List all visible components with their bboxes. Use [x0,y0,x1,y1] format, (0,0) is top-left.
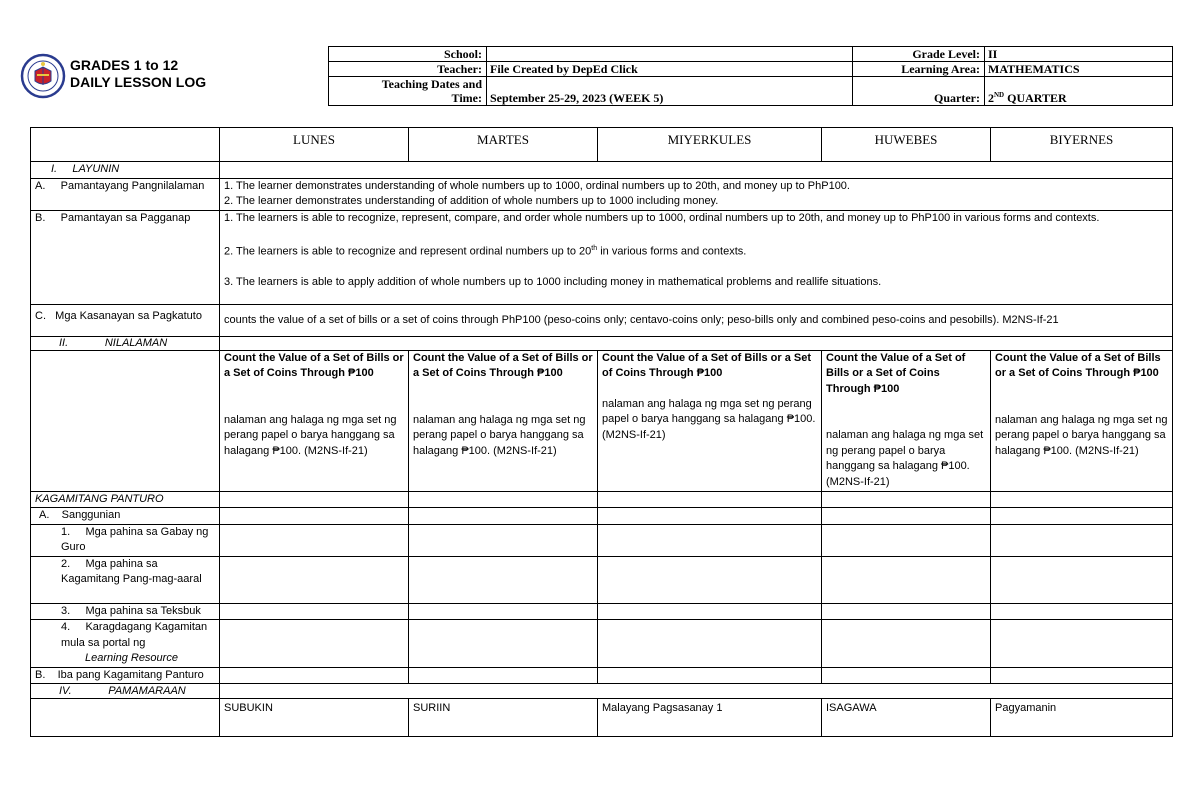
lesson-content-row [31,350,1173,491]
pamantayan-sa-pagganap-label: B. Pamantayan sa Pagganap [31,210,220,304]
blank-cell [409,491,598,508]
learning-area-label: Learning Area: [853,62,985,77]
lesson-title: Count the Value of a Set of Bills or a Set of Coins Through ₱100 [995,351,1161,379]
blank-cell [409,603,598,620]
blank-cell [220,508,409,525]
blank-cell [220,667,409,684]
blank-header-cell [31,128,220,162]
ref-portal-text: 4. Karagdagang Kagamitan mula sa portal ng [61,621,211,649]
lesson-description: nalaman ang halaga ng mga set ng perang papel o barya hanggang sa halagang ₱100. (M2NS-If-21) [995,413,1168,457]
performance-standard-3: 3. The learners is able to apply addition of whole numbers up to 1000 including money in mathematical problems and reallife situations. [224,276,882,289]
blank-cell [598,603,822,620]
teaching-dates-label-line1: Teaching Dates and [381,77,482,91]
kagamitan-heading: KAGAMITANG PANTURO [31,491,220,508]
blank-cell [822,508,991,525]
quarter-text: QUARTER [1004,91,1067,105]
performance-standard-2-sup: th [591,245,598,252]
kasanayan-row [31,304,1173,336]
sanggunian-row [31,508,1173,525]
blank-cell [822,620,991,668]
blank-cell [991,603,1173,620]
pamamaraan-row [31,684,1173,699]
lesson-description: nalaman ang halaga ng mga set ng perang papel o barya hanggang sa halagang ₱100. (M2NS-If-21) [826,429,984,488]
teacher-label: Teacher: [329,62,487,77]
blank-cell [598,524,822,556]
pamantayang-pangnilalaman-content [220,178,1173,210]
performance-standard-2-text: 2. The learners is able to recognize and represent ordinal numbers up to 20 [224,245,592,258]
lesson-title: Count the Value of a Set of Bills or a Set of Coins Through ₱100 [826,351,966,395]
school-label: School: [329,47,487,62]
sanggunian-label: A. Sanggunian [31,508,220,525]
ref-teksbuk-label: 3. Mga pahina sa Teksbuk [31,603,220,620]
blank-cell [991,508,1173,525]
day-lunes: LUNES [220,128,409,162]
pamamaraan-heading: IV. PAMAMARAAN [31,684,220,699]
title-line-2: DAILY LESSON LOG [70,74,207,90]
blank-cell [822,556,991,603]
pamantayan-sa-pagganap-content [220,210,1173,304]
kagamitan-row [31,491,1173,508]
grade-level-label: Grade Level: [853,47,985,62]
lesson-cell-huwebes [822,350,991,491]
blank-cell [220,620,409,668]
iba-pang-label: B. Iba pang Kagamitang Panturo [31,667,220,684]
layunin-heading: I. LAYUNIN [31,162,220,179]
title-line-1: GRADES 1 to 12 [70,57,179,73]
procedure-lunes: SUBUKIN [220,699,409,737]
lesson-description: nalaman ang halaga ng mga set ng perang papel o barya hanggang sa halagang ₱100. (M2NS-If-21) [224,413,397,457]
blank-cell [991,667,1173,684]
procedure-miyerkules: Malayang Pagsasanay 1 [598,699,822,737]
pamantayang-pangnilalaman-row [31,178,1173,210]
ref-portal-row [31,620,1173,668]
blank-cell [598,491,822,508]
blank-cell [822,667,991,684]
ref-gabay-row [31,524,1173,556]
lesson-title: Count the Value of a Set of Bills or a Set of Coins Through ₱100 [602,351,812,379]
header-info-table [328,46,1173,106]
quarter-number: 2 [988,91,994,105]
day-biyernes: BIYERNES [991,128,1173,162]
teacher-value: File Created by DepEd Click [487,62,853,77]
lesson-cell-miyerkules [598,350,822,491]
kasanayan-content: counts the value of a set of bills or a set of coins through PhP100 (peso-coins only; centavo-coins only; peso-bills only and combined peso-coins and pesobills). M2NS-If-21 [220,304,1173,336]
procedures-row [31,699,1173,737]
grade-level-value: II [985,47,1173,62]
days-header-row [31,128,1173,162]
lesson-cell-lunes [220,350,409,491]
blank-cell [822,491,991,508]
day-martes: MARTES [409,128,598,162]
procedure-biyernes: Pagyamanin [991,699,1173,737]
learning-area-value: MATHEMATICS [985,62,1173,77]
blank-cell [598,667,822,684]
blank-cell [822,524,991,556]
procedures-label-cell [31,699,220,737]
blank-cell [220,524,409,556]
layunin-blank [220,162,1173,179]
content-standard-1: 1. The learner demonstrates understanding of whole numbers up to 1000, ordinal numbers up to 20th, and money up to PhP100. [224,179,850,192]
pamantayang-pangnilalaman-label: A. Pamantayang Pangnilalaman [31,178,220,210]
blank-cell [220,556,409,603]
school-value [487,47,853,62]
blank-cell [991,491,1173,508]
blank-cell [409,524,598,556]
performance-standard-2 [224,241,1168,260]
blank-cell [220,491,409,508]
lesson-description: nalaman ang halaga ng mga set ng perang papel o barya hanggang sa halagang ₱100. (M2NS-If-21) [602,397,816,441]
quarter-value [985,77,1173,106]
lesson-title: Count the Value of a Set of Bills or a Set of Coins Through ₱100 [224,351,404,379]
pamamaraan-blank [220,684,1173,699]
iba-pang-row [31,667,1173,684]
blank-cell [822,603,991,620]
blank-cell [598,508,822,525]
lesson-title: Count the Value of a Set of Bills or a Set of Coins Through ₱100 [413,351,593,379]
day-miyerkules: MIYERKULES [598,128,822,162]
teaching-dates-label [329,77,487,106]
deped-seal-logo [20,45,66,107]
blank-cell [598,620,822,668]
ref-teksbuk-row [31,603,1173,620]
blank-cell [220,603,409,620]
layunin-row [31,162,1173,179]
nilalaman-heading: II. NILALAMAN [31,336,220,350]
blank-cell [598,556,822,603]
blank-cell [991,556,1173,603]
blank-cell [991,620,1173,668]
nilalaman-row [31,336,1173,350]
lesson-content-label-cell [31,350,220,491]
blank-cell [409,667,598,684]
quarter-suffix: ND [994,91,1005,99]
lesson-description: nalaman ang halaga ng mga set ng perang papel o barya hanggang sa halagang ₱100. (M2NS-If-21) [413,413,586,457]
nilalaman-blank [220,336,1173,350]
blank-cell [991,524,1173,556]
ref-kagamitan-label: 2. Mga pahina sa Kagamitang Pang-mag-aaral [31,556,220,603]
procedure-huwebes: ISAGAWA [822,699,991,737]
lesson-log-table [30,127,1173,737]
pamantayan-sa-pagganap-row [31,210,1173,304]
document-title [70,57,206,91]
blank-cell [409,556,598,603]
lesson-cell-biyernes [991,350,1173,491]
ref-portal-italic: Learning Resource [85,652,178,664]
blank-cell [409,620,598,668]
teaching-dates-value: September 25-29, 2023 (WEEK 5) [487,77,853,106]
quarter-label: Quarter: [853,77,985,106]
procedure-martes: SURIIN [409,699,598,737]
ref-gabay-label: 1. Mga pahina sa Gabay ng Guro [31,524,220,556]
ref-kagamitan-row [31,556,1173,603]
ref-portal-label [31,620,220,668]
teaching-dates-label-line2: Time: [451,91,482,105]
day-huwebes: HUWEBES [822,128,991,162]
kasanayan-label: C. Mga Kasanayan sa Pagkatuto [31,304,220,336]
performance-standard-2-rest: in various forms and contexts. [597,245,747,258]
lesson-cell-martes [409,350,598,491]
content-standard-2: 2. The learner demonstrates understanding of addition of whole numbers up to 1000 including money. [224,195,719,207]
performance-standard-1: 1. The learners is able to recognize, represent, compare, and order whole numbers up to 1000, ordinal numbers up to 20th, and money up to PhP100 in various forms and contexts. [224,211,1100,224]
blank-cell [409,508,598,525]
